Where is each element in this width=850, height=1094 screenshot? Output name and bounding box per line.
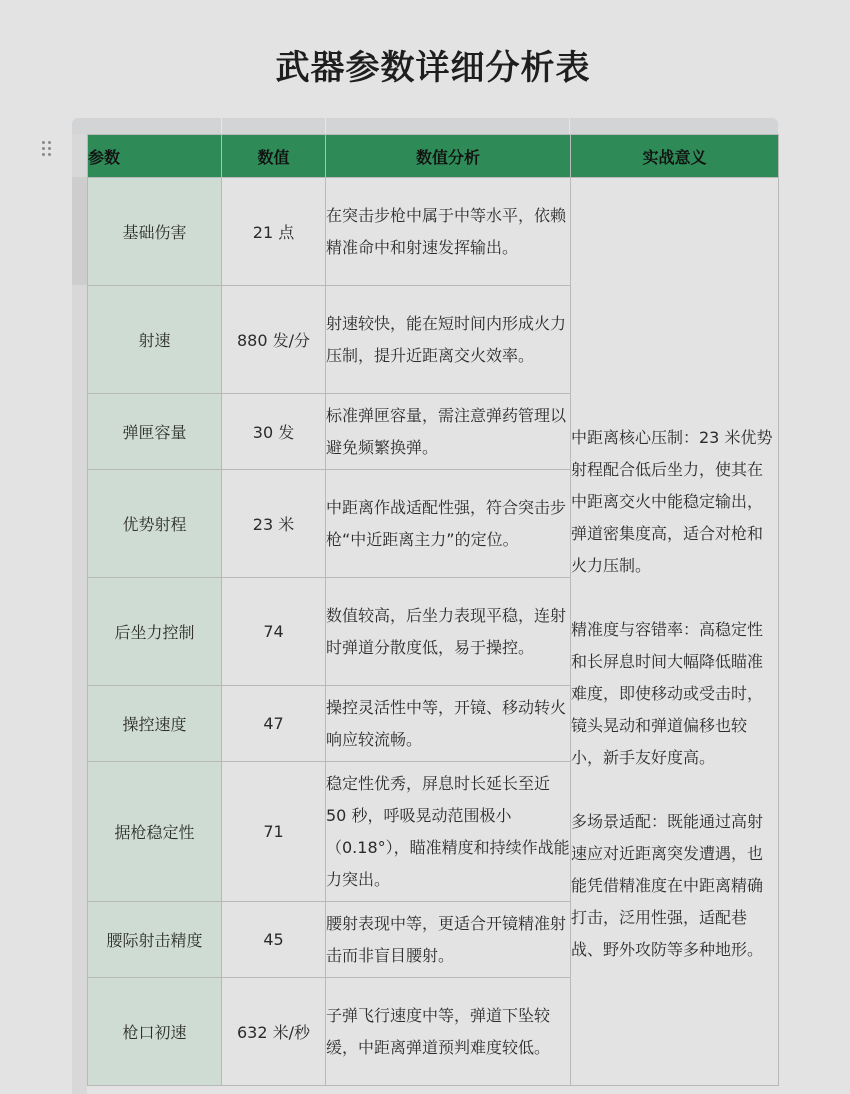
table-header-row: [88, 135, 779, 178]
param-cell[interactable]: 射速: [88, 286, 222, 394]
header-analysis: 数值分析: [326, 135, 571, 178]
value-cell[interactable]: 45: [222, 902, 326, 978]
row-handle-bar[interactable]: [72, 134, 87, 1094]
column-resize-bar[interactable]: [72, 118, 778, 134]
analysis-cell[interactable]: 稳定性优秀，屏息时长延长至近 50 秒，呼吸晃动范围极小（0.18°），瞄准精度和持续作战能力突出。: [326, 762, 571, 902]
value-cell[interactable]: 47: [222, 686, 326, 762]
param-cell[interactable]: 弹匣容量: [88, 394, 222, 470]
param-cell[interactable]: 后坐力控制: [88, 578, 222, 686]
header-param: 参数: [88, 135, 222, 178]
param-cell[interactable]: 腰际射击精度: [88, 902, 222, 978]
meaning-cell[interactable]: [571, 178, 779, 1086]
meaning-paragraph: 精准度与容错率：高稳定性和长屏息时间大幅降低瞄准难度，即使移动或受击时，镜头晃动和弹道偏移也较小，新手友好度高。: [571, 619, 764, 767]
analysis-cell[interactable]: 腰射表现中等，更适合开镜精准射击而非盲目腰射。: [326, 902, 571, 978]
param-cell[interactable]: 据枪稳定性: [88, 762, 222, 902]
value-cell[interactable]: 880 发/分: [222, 286, 326, 394]
meaning-paragraph: 中距离核心压制：23 米优势射程配合低后坐力，使其在中距离交火中能稳定输出，弹道密集度高，适合对枪和火力压制。: [571, 427, 773, 575]
value-cell[interactable]: 21 点: [222, 178, 326, 286]
table-frame: [72, 118, 778, 1088]
value-cell[interactable]: 30 发: [222, 394, 326, 470]
analysis-cell[interactable]: 标准弹匣容量，需注意弹药管理以避免频繁换弹。: [326, 394, 571, 470]
analysis-cell[interactable]: 在突击步枪中属于中等水平，依赖精准命中和射速发挥输出。: [326, 178, 571, 286]
param-cell[interactable]: 枪口初速: [88, 978, 222, 1086]
param-cell[interactable]: 操控速度: [88, 686, 222, 762]
row-selection-thumb[interactable]: [72, 177, 87, 285]
header-meaning: 实战意义: [571, 135, 779, 178]
param-cell[interactable]: 基础伤害: [88, 178, 222, 286]
page-title: 武器参数详细分析表: [275, 48, 591, 88]
param-cell[interactable]: 优势射程: [88, 470, 222, 578]
value-cell[interactable]: 71: [222, 762, 326, 902]
analysis-cell[interactable]: 中距离作战适配性强，符合突击步枪“中近距离主力”的定位。: [326, 470, 571, 578]
analysis-cell[interactable]: 数值较高，后坐力表现平稳，连射时弹道分散度低，易于操控。: [326, 578, 571, 686]
value-cell[interactable]: 23 米: [222, 470, 326, 578]
weapon-stats-table: [87, 134, 779, 1086]
table-row: [88, 178, 779, 286]
meaning-paragraph: 多场景适配：既能通过高射速应对近距离突发遭遇，也能凭借精准度在中距离精确打击，泛用性强，适配巷战、野外攻防等多种地形。: [571, 811, 764, 959]
value-cell[interactable]: 632 米/秒: [222, 978, 326, 1086]
drag-handle-icon[interactable]: [40, 140, 52, 158]
header-value: 数值: [222, 135, 326, 178]
analysis-cell[interactable]: 子弹飞行速度中等，弹道下坠较缓，中距离弹道预判难度较低。: [326, 978, 571, 1086]
analysis-cell[interactable]: 操控灵活性中等，开镜、移动转火响应较流畅。: [326, 686, 571, 762]
value-cell[interactable]: 74: [222, 578, 326, 686]
analysis-cell[interactable]: 射速较快，能在短时间内形成火力压制，提升近距离交火效率。: [326, 286, 571, 394]
